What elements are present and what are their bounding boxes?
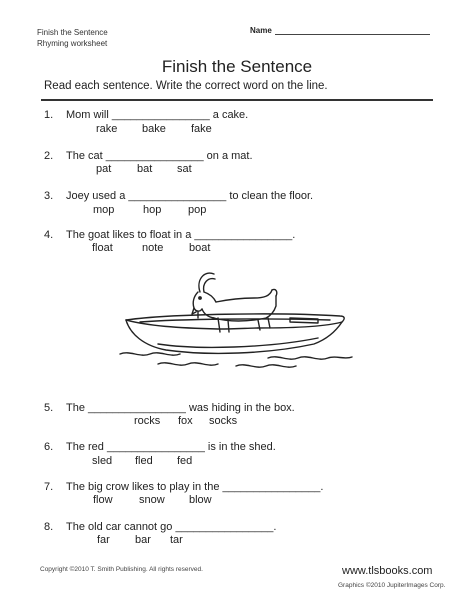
goat-in-boat-illustration — [118, 262, 358, 374]
question-number: 6. — [44, 441, 54, 453]
instructions: Read each sentence. Write the correct word on the line. — [44, 80, 328, 92]
option-word: socks — [209, 415, 238, 427]
name-label: Name — [250, 26, 272, 35]
question-number: 3. — [44, 190, 54, 202]
option-word: pop — [188, 204, 207, 216]
page-title: Finish the Sentence — [161, 57, 313, 76]
option-word: snow — [139, 494, 165, 506]
option-word: sled — [92, 455, 113, 467]
option-word: fled — [135, 455, 153, 467]
option-word: tar — [170, 534, 183, 546]
question-sentence: Joey used a ________________ to clean the floor. — [66, 190, 314, 202]
divider-rule — [41, 99, 433, 101]
graphics-credit: Graphics ©2010 JupiterImages Corp. — [338, 582, 446, 589]
option-word: flow — [93, 494, 113, 506]
question-sentence: The ________________ was hiding in the box. — [66, 402, 295, 414]
option-word: bar — [135, 534, 151, 546]
copyright-notice: Copyright ©2010 T. Smith Publishing. All rights reserved. — [40, 566, 203, 573]
question-number: 5. — [44, 402, 54, 414]
question-sentence: The cat ________________ on a mat. — [66, 150, 253, 162]
header-line-1: Finish the Sentence — [37, 28, 108, 37]
question-sentence: The goat likes to float in a ________________. — [66, 229, 296, 241]
option-word: hop — [143, 204, 162, 216]
option-word: bat — [137, 163, 153, 175]
question-number: 2. — [44, 150, 54, 162]
question-number: 4. — [44, 229, 54, 241]
option-word: blow — [189, 494, 212, 506]
option-word: fed — [177, 455, 193, 467]
option-word: rake — [96, 123, 118, 135]
question-sentence: Mom will ________________ a cake. — [66, 109, 249, 121]
option-word: fake — [191, 123, 212, 135]
option-word: note — [142, 242, 164, 254]
option-word: rocks — [134, 415, 161, 427]
question-sentence: The big crow likes to play in the ________________. — [66, 481, 324, 493]
option-word: sat — [177, 163, 192, 175]
website-url: www.tlsbooks.com — [342, 565, 433, 577]
question-sentence: The red ________________ is in the shed. — [66, 441, 276, 453]
option-word: far — [97, 534, 110, 546]
question-number: 1. — [44, 109, 54, 121]
header-line-2: Rhyming worksheet — [37, 39, 108, 48]
option-word: float — [92, 242, 113, 254]
name-line[interactable] — [275, 34, 430, 35]
option-word: pat — [96, 163, 112, 175]
question-number: 8. — [44, 521, 54, 533]
option-word: fox — [178, 415, 193, 427]
question-sentence: The old car cannot go ________________. — [66, 521, 277, 533]
option-word: bake — [142, 123, 166, 135]
question-number: 7. — [44, 481, 54, 493]
option-word: boat — [189, 242, 211, 254]
option-word: mop — [93, 204, 115, 216]
